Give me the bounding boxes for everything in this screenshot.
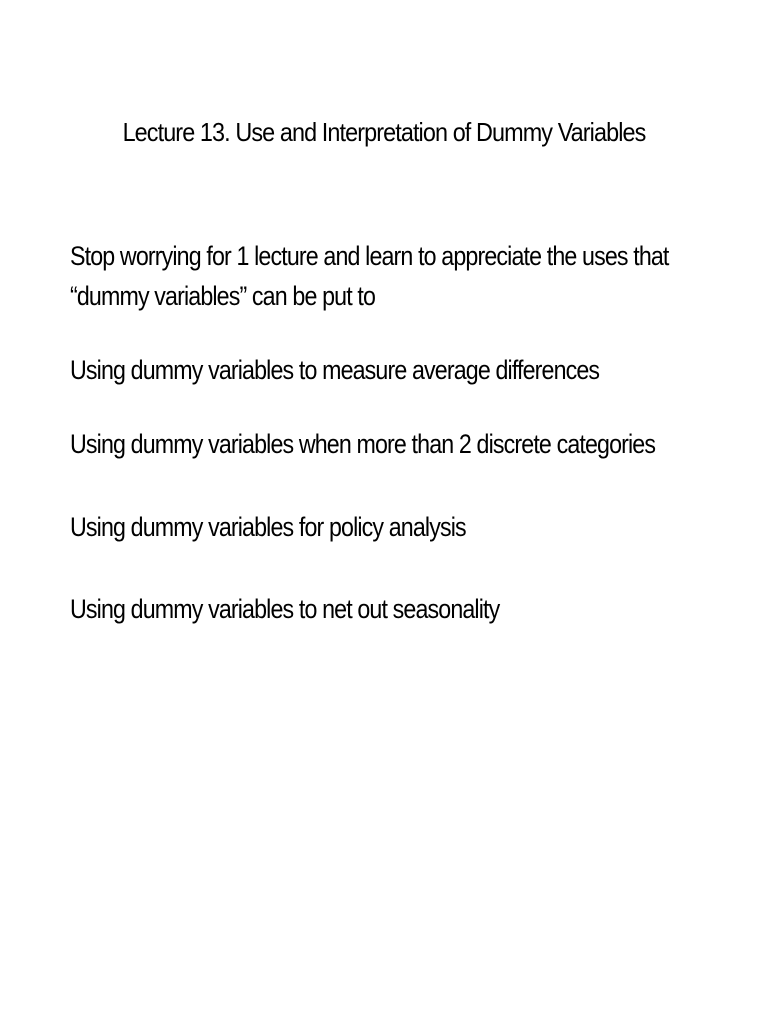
intro-paragraph (70, 236, 669, 316)
slide-title: Lecture 13. Use and Interpretation of Dummy Variables (122, 117, 646, 147)
list-item-discrete-categories: Using dummy variables when more than 2 discrete categories (70, 429, 656, 459)
intro-line-1: Stop worrying for 1 lecture and learn to appreciate the uses that (70, 241, 669, 271)
list-item-average-differences: Using dummy variables to measure average differences (70, 355, 600, 385)
list-item-seasonality: Using dummy variables to net out seasonality (70, 594, 500, 624)
intro-line-2: “dummy variables” can be put to (70, 281, 376, 311)
list-item-policy-analysis: Using dummy variables for policy analysis (70, 512, 466, 542)
